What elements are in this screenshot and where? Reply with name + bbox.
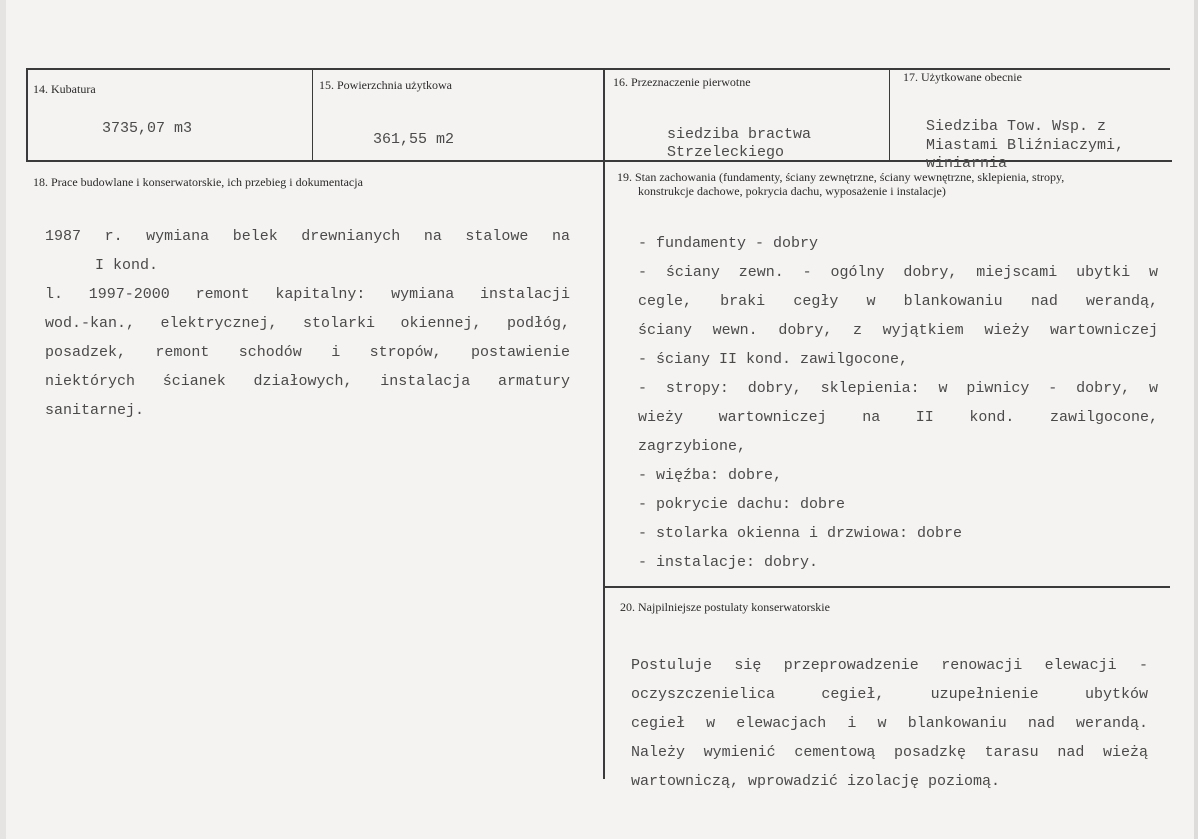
field-19-line: - stropy: dobry, sklepienia: w piwnicy - dobry, w	[638, 380, 1158, 397]
field-16-value-line-1: siedziba bractwa	[667, 126, 812, 143]
field-17-value-line-3: winiarnia	[926, 155, 1008, 172]
field-19-line: - pokrycie dachu: dobre	[638, 496, 846, 513]
card-edge-right	[1194, 0, 1198, 839]
divider-16-17	[889, 68, 890, 161]
field-18-line: I kond.	[95, 257, 159, 274]
field-19-line: ściany wewn. dobry, z wyjątkiem wieży wartowniczej	[638, 322, 1158, 339]
field-18-line: wod.-kan., elektrycznej, stolarki okiennej, podłóg,	[45, 315, 570, 332]
field-19-line: - ściany II kond. zawilgocone,	[638, 351, 909, 368]
field-20-label: 20. Najpilniejsze postulaty konserwatorskie	[620, 600, 830, 614]
field-15-label: 15. Powierzchnia użytkowa	[319, 78, 452, 92]
field-20-line: wartowniczą, wprowadzić izolację poziomą.	[631, 773, 1001, 790]
field-18-line: niektórych ścianek działowych, instalacja armatury	[45, 373, 570, 390]
field-17-value-line-2: Miastami Bliźniaczymi,	[926, 137, 1125, 154]
field-20-line: Należy wymienić cementową posadzkę tarasu nad wieżą	[631, 744, 1148, 761]
field-19-line: cegle, braki cegły w blankowaniu nad werandą,	[638, 293, 1158, 310]
field-20-line: cegieł w elewacjach i w blankowaniu nad werandą.	[631, 715, 1148, 732]
field-20-text	[631, 651, 1148, 796]
field-14-label: 14. Kubatura	[33, 82, 96, 96]
field-18-line: sanitarnej.	[45, 402, 145, 419]
field-17-label: 17. Użytkowane obecnie	[903, 70, 1022, 84]
field-18-text	[45, 222, 570, 425]
left-border	[26, 68, 28, 162]
field-19-line: - instalacje: dobry.	[638, 554, 819, 571]
field-19-line: - ściany zewn. - ogólny dobry, miejscami ubytki w	[638, 264, 1158, 281]
field-19-label-line-2: konstrukcje dachowe, pokrycia dachu, wyposażenie i instalacje)	[638, 184, 946, 198]
field-16-label: 16. Przeznaczenie pierwotne	[613, 75, 751, 89]
field-18-line: l. 1997-2000 remont kapitalny: wymiana instalacji	[45, 286, 570, 303]
field-19-line: - więźba: dobre,	[638, 467, 783, 484]
field-18-line: 1987 r. wymiana belek drewnianych na stalowe na	[45, 228, 570, 245]
field-17-value-line-1: Siedziba Tow. Wsp. z	[926, 118, 1107, 135]
divider-14-15	[312, 68, 313, 161]
divider-15-16	[603, 68, 605, 779]
field-16-value-line-2: Strzeleckiego	[667, 144, 785, 159]
field-18-label: 18. Prace budowlane i konserwatorskie, ich przebieg i dokumentacja	[33, 175, 363, 189]
field-16-overflow-clip	[660, 142, 888, 159]
field-20-line: oczyszczenielica cegieł, uzupełnienie ubytków	[631, 686, 1148, 703]
section-19-20-rule	[604, 586, 1170, 588]
field-18-line: posadzek, remont schodów i stropów, postawienie	[45, 344, 570, 361]
field-19-text	[638, 229, 1158, 577]
card-edge-left	[0, 0, 6, 839]
field-19-line: - stolarka okienna i drzwiowa: dobre	[638, 525, 963, 542]
field-20-line: Postuluje się przeprowadzenie renowacji elewacji -	[631, 657, 1148, 674]
field-19-label-line-1: 19. Stan zachowania (fundamenty, ściany zewnętrzne, ściany wewnętrzne, sklepienia, stropy,	[617, 170, 1065, 184]
field-19-line: zagrzybione,	[638, 438, 747, 455]
field-19-line: wieży wartowniczej na II kond. zawilgocone,	[638, 409, 1158, 426]
field-14-value: 3735,07 m3	[102, 120, 193, 137]
field-15-value: 361,55 m2	[373, 131, 455, 148]
field-19-line: - fundamenty - dobry	[638, 235, 819, 252]
